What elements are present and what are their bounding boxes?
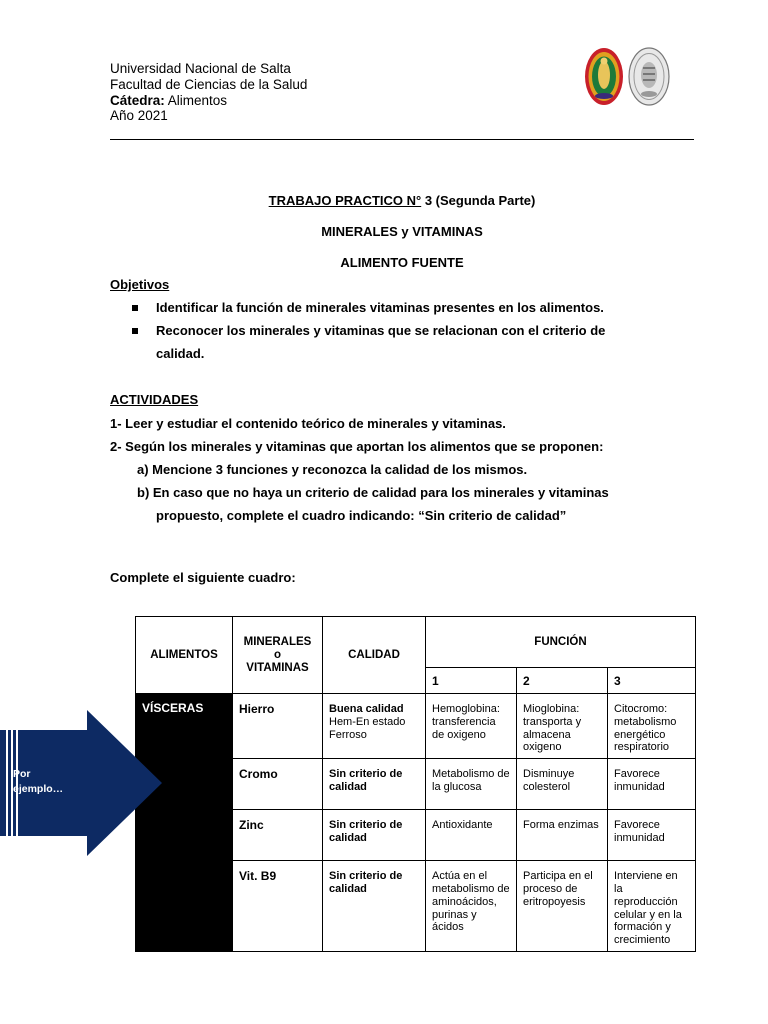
nutrient-name: Cromo <box>239 767 278 782</box>
function-text: Mioglobina: transporta y almacena oxigeno <box>523 703 582 754</box>
arrow-label-line1: Por <box>13 768 31 780</box>
faculty-name: Facultad de Ciencias de la Salud <box>110 76 308 92</box>
quality-cell <box>323 694 426 759</box>
quality-label: Buena calidad <box>329 703 404 715</box>
nutrient-name: Zinc <box>239 818 264 833</box>
header-nutrient-line3: VITAMINAS <box>246 661 309 674</box>
function-text: Interviene en la reproducción celular y en la formación y crecimiento <box>614 870 682 947</box>
objectives-heading: Objetivos <box>110 277 170 292</box>
university-seal-logo <box>584 47 624 106</box>
activity-subline-continuation: propuesto, complete el cuadro indicando: “Sin criterio de calidad” <box>156 508 567 523</box>
function-text: Citocromo: metabolismo energético respiratorio <box>614 703 677 754</box>
function-3-cell <box>608 861 696 952</box>
function-text: Disminuye colesterol <box>523 768 575 793</box>
practical-title-underlined: TRABAJO PRACTICO N° <box>268 193 422 208</box>
quality-cell <box>323 810 426 861</box>
function-3-cell <box>608 694 696 759</box>
function-text: Favorece inmunidad <box>614 768 665 793</box>
practical-title-rest: 3 (Segunda Parte) <box>421 193 536 208</box>
header-divider <box>110 139 694 140</box>
objective-item-continuation: calidad. <box>156 346 205 361</box>
nutrient-name: Vit. B9 <box>239 869 277 884</box>
chair-line <box>110 93 307 109</box>
header-function-2: 2 <box>517 668 608 694</box>
document-header <box>110 61 307 124</box>
function-2-cell <box>517 759 608 810</box>
bullet-icon <box>132 328 138 334</box>
function-1-cell <box>426 759 517 810</box>
year: Año 2021 <box>110 108 168 124</box>
function-text: Favorece inmunidad <box>614 819 665 844</box>
arrow-label-line2: ejemplo… <box>13 783 64 795</box>
header-quality: CALIDAD <box>323 617 426 694</box>
topic-title: MINERALES y VITAMINAS <box>321 224 483 239</box>
example-arrow-label <box>13 767 63 797</box>
quality-label: Sin criterio de calidad <box>329 819 403 844</box>
quality-cell <box>323 861 426 952</box>
quality-label: Sin criterio de calidad <box>329 870 403 895</box>
nutrient-cell <box>233 861 323 952</box>
bullet-icon <box>132 305 138 311</box>
function-text: Actúa en el metabolismo de aminoácidos, purinas y ácidos <box>432 870 510 934</box>
quality-label: Sin criterio de calidad <box>329 768 403 793</box>
header-nutrient-line2: o <box>273 648 282 661</box>
activity-subline: b) En caso que no haya un criterio de calidad para los minerales y vitaminas <box>137 485 609 500</box>
chair-label: Cátedra: <box>110 92 165 108</box>
table-header-row <box>136 617 696 668</box>
chair-value: Alimentos <box>164 92 228 108</box>
function-2-cell <box>517 810 608 861</box>
activities-heading: ACTIVIDADES <box>110 392 199 407</box>
quality-detail: Hem-En estado Ferroso <box>329 715 406 741</box>
activity-line: 1- Leer y estudiar el contenido teórico de minerales y vitaminas. <box>110 416 506 431</box>
header-nutrient <box>233 617 323 694</box>
function-3-cell <box>608 810 696 861</box>
header-function: FUNCIÓN <box>426 617 696 668</box>
function-3-cell <box>608 759 696 810</box>
header-function-1: 1 <box>426 668 517 694</box>
nutrient-table <box>135 616 696 952</box>
table-intro: Complete el siguiente cuadro: <box>110 570 296 585</box>
nutrient-cell <box>233 694 323 759</box>
activity-line: 2- Según los minerales y vitaminas que aportan los alimentos que se proponen: <box>110 439 604 454</box>
header-nutrient-line1: MINERALES <box>243 635 312 648</box>
objective-item: Reconocer los minerales y vitaminas que se relacionan con el criterio de <box>156 323 606 338</box>
nutrient-name: Hierro <box>239 702 275 716</box>
food-name: VÍSCERAS <box>142 701 204 715</box>
function-text: Forma enzimas <box>523 819 599 832</box>
university-name: Universidad Nacional de Salta <box>110 61 291 76</box>
nutrient-cell <box>233 759 323 810</box>
function-text: Metabolismo de la glucosa <box>432 768 510 793</box>
function-2-cell <box>517 861 608 952</box>
quality-cell <box>323 759 426 810</box>
table-row <box>136 694 696 759</box>
nutrient-cell <box>233 810 323 861</box>
function-1-cell <box>426 810 517 861</box>
function-text: Hemoglobina: transferencia de oxigeno <box>432 703 500 741</box>
practical-title <box>110 193 694 208</box>
subtopic-title: ALIMENTO FUENTE <box>340 255 464 270</box>
faculty-seal-logo <box>628 47 670 106</box>
function-1-cell <box>426 861 517 952</box>
header-food: ALIMENTOS <box>136 617 233 694</box>
activity-subline: a) Mencione 3 funciones y reconozca la calidad de los mismos. <box>137 462 528 477</box>
objective-item: Identificar la función de minerales vitaminas presentes en los alimentos. <box>156 300 604 315</box>
header-function-3: 3 <box>608 668 696 694</box>
function-text: Participa en el proceso de eritropoyesis <box>523 870 593 908</box>
function-2-cell <box>517 694 608 759</box>
function-1-cell <box>426 694 517 759</box>
function-text: Antioxidante <box>432 819 493 832</box>
